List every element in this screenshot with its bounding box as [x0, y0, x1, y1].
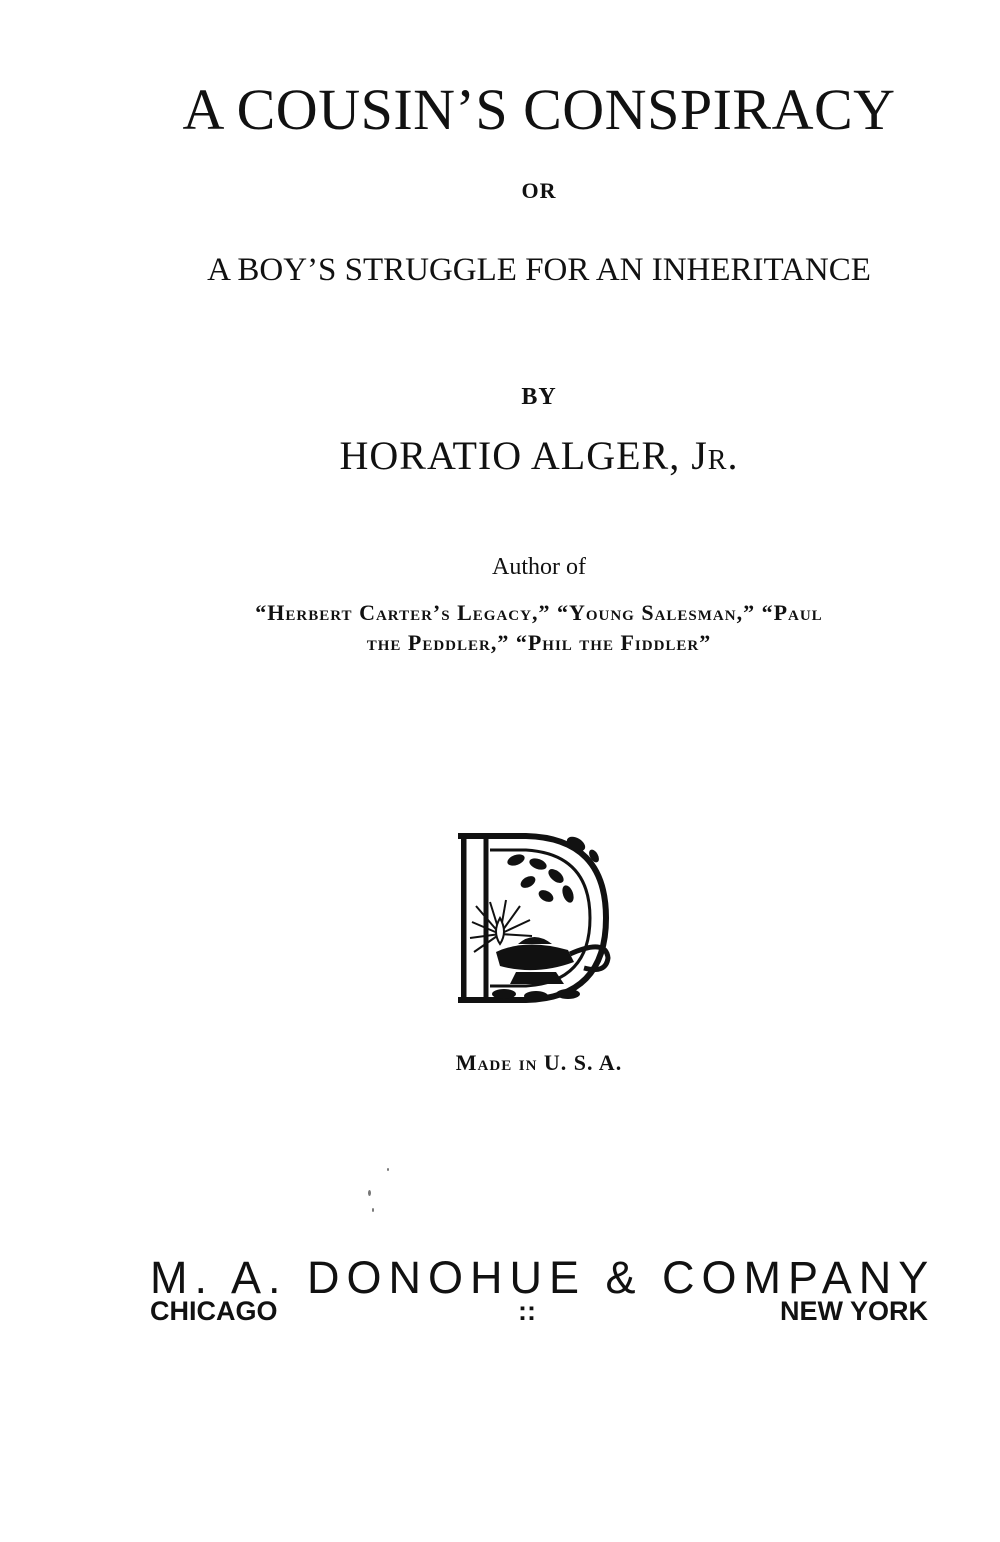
title-connector: OR [521, 178, 557, 203]
city-chicago: CHICAGO [150, 1296, 278, 1326]
city-new-york: NEW YORK [779, 1296, 928, 1326]
author-line [150, 432, 928, 479]
book-subtitle: A BOY’S STRUGGLE FOR AN INHERITANCE [207, 252, 871, 288]
publisher-cities [150, 1296, 928, 1332]
author-of-label: Author of [492, 554, 586, 580]
byline-label: BY [521, 384, 557, 410]
publisher-name: M. A. DONOHUE & COMPANY [150, 1252, 936, 1303]
lamp-monogram-d-icon [456, 826, 628, 1008]
other-works-line-1: “Herbert Carter’s Legacy,” “Young Salesman,” “Paul [255, 600, 823, 625]
city-separator: :: [518, 1296, 536, 1326]
other-works [150, 598, 928, 657]
scan-speck [372, 1208, 374, 1212]
author-suffix: Jr. [691, 433, 739, 478]
made-in-note: Made in U. S. A. [455, 1050, 623, 1075]
scan-speck [387, 1168, 389, 1171]
scan-speck [368, 1190, 371, 1196]
book-title: A COUSIN’S CONSPIRACY [182, 77, 896, 142]
author-name: HORATIO ALGER, [339, 433, 681, 478]
other-works-line-2: the Peddler,” “Phil the Fiddler” [366, 629, 712, 655]
